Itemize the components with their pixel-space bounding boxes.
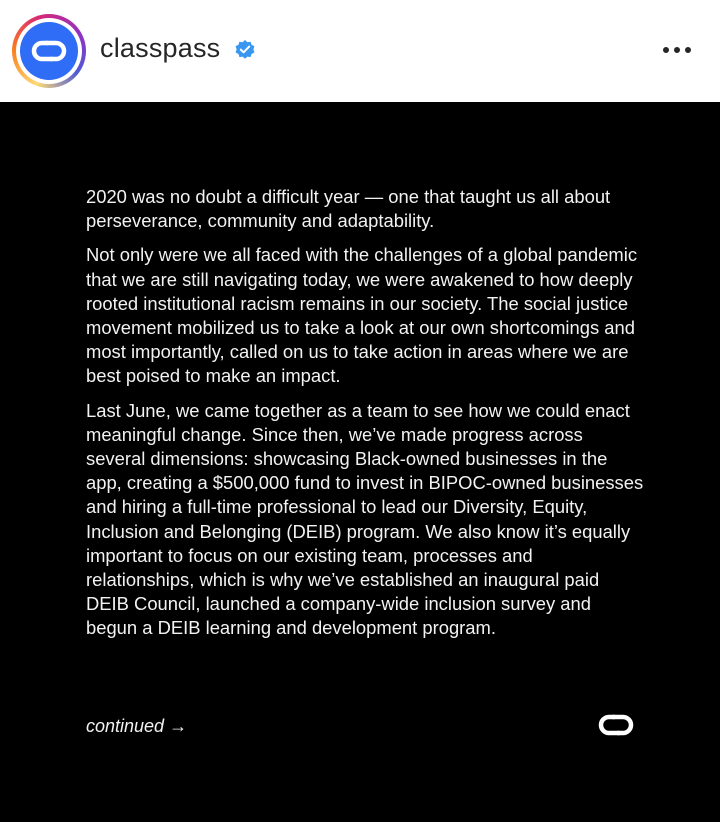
paragraph-3: Last June, we came together as a team to see how we could enact meaningful change. Since then, we’ve made progress across several dimensions: showcasing Black-owned businesses in the app, creating a $500,000 fund to invest in BIPOC-owned businesses and hiring a full-time professional to lead our Diversity, Equity, Inclusion and Belonging (DEIB) program. We also know it’s equally important to focus on our existing team, processes and relationships, which is why we’ve established an inaugural paid DEIB Council, launched a company-wide inclusion survey and begun a DEIB learning and development program.	[86, 399, 644, 639]
paragraph-1: 2020 was no doubt a difficult year — one that taught us all about perseverance, community and adaptability.	[86, 186, 611, 232]
avatar-inner	[16, 18, 82, 84]
paragraph-2: Not only were we all faced with the challenges of a global pandemic that we are still navigating today, we were awakened to how deeply rooted institutional racism remains in our society. The social justice movement mobilized us to take a look at our own shortcomings and most importantly, called on us to take action in areas where we are best poised to make an impact.	[86, 244, 638, 387]
more-options-button[interactable]	[657, 36, 697, 64]
post-image[interactable]	[0, 102, 720, 822]
verified-badge-icon	[234, 39, 256, 61]
username[interactable]: classpass	[100, 33, 221, 63]
classpass-logo-icon	[20, 22, 78, 80]
post-text	[86, 185, 646, 651]
post-header	[0, 0, 720, 102]
more-options-icon	[662, 46, 692, 54]
bottom-strip	[0, 822, 720, 832]
classpass-logo-icon	[596, 710, 636, 740]
avatar[interactable]	[12, 14, 86, 88]
continued-label: continued →	[86, 716, 188, 736]
